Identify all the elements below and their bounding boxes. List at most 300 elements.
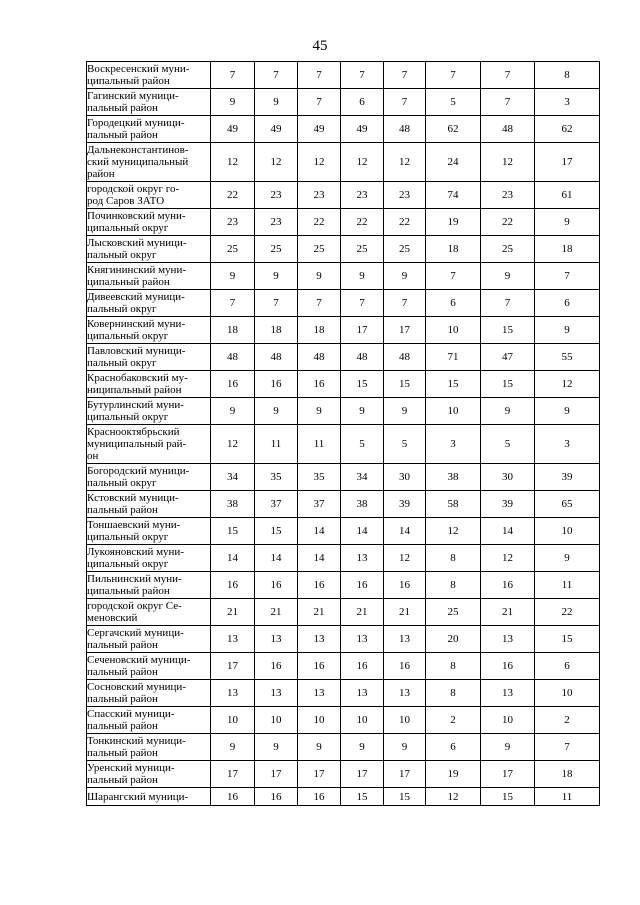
value-cell: 9	[535, 545, 600, 572]
value-cell: 16	[384, 653, 426, 680]
value-cell: 39	[481, 491, 535, 518]
row-name-line: пальный район	[87, 504, 158, 516]
table-row	[87, 599, 600, 626]
value-cell: 61	[535, 182, 600, 209]
value-cell: 10	[255, 707, 298, 734]
value-cell: 8	[426, 572, 481, 599]
value-cell: 13	[341, 626, 384, 653]
table-row	[87, 290, 600, 317]
value-cell: 11	[535, 572, 600, 599]
value-cell: 10	[481, 707, 535, 734]
value-cell: 13	[298, 626, 341, 653]
value-cell: 38	[426, 464, 481, 491]
value-cell: 7	[481, 89, 535, 116]
value-cell: 38	[341, 491, 384, 518]
table-row	[87, 89, 600, 116]
value-cell: 20	[426, 626, 481, 653]
row-name-cell	[87, 209, 211, 236]
value-cell: 12	[384, 143, 426, 182]
value-cell: 9	[211, 89, 255, 116]
row-name-line: ципальный округ	[87, 222, 169, 234]
value-cell: 9	[298, 734, 341, 761]
value-cell: 23	[255, 209, 298, 236]
value-cell: 10	[384, 707, 426, 734]
value-cell: 22	[298, 209, 341, 236]
value-cell: 17	[298, 761, 341, 788]
value-cell: 7	[211, 290, 255, 317]
value-cell: 23	[341, 182, 384, 209]
row-name-line: Богородский муници-	[87, 465, 190, 477]
row-name-line: Княгининский муни-	[87, 264, 186, 276]
value-cell: 25	[298, 236, 341, 263]
table-row	[87, 761, 600, 788]
value-cell: 14	[211, 545, 255, 572]
row-name-line: Краснобаковский му-	[87, 372, 188, 384]
value-cell: 9	[535, 317, 600, 344]
value-cell: 15	[211, 518, 255, 545]
row-name-line: Сергачский муници-	[87, 627, 184, 639]
value-cell: 9	[535, 209, 600, 236]
value-cell: 7	[341, 62, 384, 89]
value-cell: 10	[211, 707, 255, 734]
value-cell: 12	[481, 143, 535, 182]
value-cell: 13	[384, 680, 426, 707]
row-name-line: Дивеевский муници-	[87, 291, 185, 303]
value-cell: 16	[384, 572, 426, 599]
table-row	[87, 263, 600, 290]
row-name-line: пальный район	[87, 720, 158, 732]
value-cell: 10	[298, 707, 341, 734]
value-cell: 48	[384, 344, 426, 371]
value-cell: 17	[341, 317, 384, 344]
table-body	[87, 62, 600, 806]
value-cell: 12	[298, 143, 341, 182]
value-cell: 62	[535, 116, 600, 143]
row-name-line: пальный район	[87, 129, 158, 141]
table-row	[87, 626, 600, 653]
value-cell: 39	[535, 464, 600, 491]
value-cell: 38	[211, 491, 255, 518]
value-cell: 7	[481, 290, 535, 317]
row-name-cell	[87, 425, 211, 464]
row-name-line: пальный округ	[87, 249, 157, 261]
value-cell: 16	[255, 653, 298, 680]
value-cell: 17	[341, 761, 384, 788]
row-name-cell	[87, 653, 211, 680]
value-cell: 14	[481, 518, 535, 545]
row-name-cell	[87, 788, 211, 806]
value-cell: 21	[481, 599, 535, 626]
row-name-cell	[87, 707, 211, 734]
table-row	[87, 116, 600, 143]
value-cell: 16	[211, 572, 255, 599]
page-number: 45	[312, 38, 328, 54]
value-cell: 11	[298, 425, 341, 464]
row-name-line: ципальный округ	[87, 411, 169, 423]
value-cell: 23	[211, 209, 255, 236]
value-cell: 15	[481, 371, 535, 398]
value-cell: 55	[535, 344, 600, 371]
table-row	[87, 572, 600, 599]
value-cell: 5	[341, 425, 384, 464]
row-name-line: Тоншаевский муни-	[87, 519, 181, 531]
row-name-line: пальный район	[87, 693, 158, 705]
value-cell: 22	[535, 599, 600, 626]
table-row	[87, 788, 600, 806]
table-row	[87, 317, 600, 344]
value-cell: 30	[384, 464, 426, 491]
value-cell: 17	[211, 761, 255, 788]
row-name-cell	[87, 761, 211, 788]
value-cell: 10	[426, 398, 481, 425]
value-cell: 8	[535, 62, 600, 89]
value-cell: 5	[384, 425, 426, 464]
value-cell: 16	[211, 371, 255, 398]
value-cell: 15	[384, 371, 426, 398]
value-cell: 7	[255, 62, 298, 89]
row-name-line: пальный район	[87, 774, 158, 786]
value-cell: 21	[298, 599, 341, 626]
value-cell: 3	[535, 89, 600, 116]
value-cell: 21	[384, 599, 426, 626]
value-cell: 13	[211, 626, 255, 653]
value-cell: 5	[481, 425, 535, 464]
row-name-cell	[87, 89, 211, 116]
table-row	[87, 518, 600, 545]
value-cell: 12	[384, 545, 426, 572]
row-name-line: пальный район	[87, 747, 158, 759]
row-name-line: ский муниципальный	[87, 156, 189, 168]
row-name-cell	[87, 464, 211, 491]
value-cell: 14	[341, 518, 384, 545]
value-cell: 25	[341, 236, 384, 263]
value-cell: 7	[426, 62, 481, 89]
value-cell: 16	[255, 371, 298, 398]
row-name-line: ципальный район	[87, 276, 170, 288]
value-cell: 16	[298, 572, 341, 599]
value-cell: 9	[255, 263, 298, 290]
value-cell: 71	[426, 344, 481, 371]
row-name-cell	[87, 371, 211, 398]
value-cell: 49	[298, 116, 341, 143]
value-cell: 13	[341, 680, 384, 707]
value-cell: 48	[384, 116, 426, 143]
value-cell: 6	[426, 290, 481, 317]
value-cell: 9	[481, 398, 535, 425]
row-name-cell	[87, 398, 211, 425]
row-name-line: Гагинский муници-	[87, 90, 179, 102]
value-cell: 16	[481, 653, 535, 680]
value-cell: 14	[298, 518, 341, 545]
value-cell: 14	[298, 545, 341, 572]
row-name-line: пальный округ	[87, 357, 157, 369]
value-cell: 22	[384, 209, 426, 236]
table-row	[87, 545, 600, 572]
value-cell: 24	[426, 143, 481, 182]
value-cell: 49	[341, 116, 384, 143]
value-cell: 23	[384, 182, 426, 209]
value-cell: 9	[255, 734, 298, 761]
row-name-line: ципальный район	[87, 75, 170, 87]
row-name-line: Лукояновский муни-	[87, 546, 184, 558]
value-cell: 9	[481, 263, 535, 290]
value-cell: 9	[481, 734, 535, 761]
value-cell: 13	[255, 626, 298, 653]
value-cell: 9	[211, 263, 255, 290]
value-cell: 22	[211, 182, 255, 209]
value-cell: 21	[211, 599, 255, 626]
value-cell: 18	[255, 317, 298, 344]
value-cell: 10	[535, 518, 600, 545]
value-cell: 19	[426, 209, 481, 236]
row-name-line: Городецкий муници-	[87, 117, 185, 129]
value-cell: 25	[426, 599, 481, 626]
value-cell: 12	[255, 143, 298, 182]
row-name-line: Кстовский муници-	[87, 492, 179, 504]
row-name-line: Павловский муници-	[87, 345, 186, 357]
row-name-line: Сосновский муници-	[87, 681, 186, 693]
row-name-cell	[87, 491, 211, 518]
row-name-cell	[87, 62, 211, 89]
value-cell: 9	[341, 734, 384, 761]
value-cell: 15	[481, 788, 535, 806]
value-cell: 22	[481, 209, 535, 236]
value-cell: 16	[341, 572, 384, 599]
row-name-line: Дальнеконстантинов-	[87, 144, 189, 156]
row-name-line: Шарангский муници-	[87, 790, 189, 803]
table-row	[87, 236, 600, 263]
table-row	[87, 491, 600, 518]
row-name-line: пальный район	[87, 666, 158, 678]
value-cell: 48	[298, 344, 341, 371]
row-name-line: ципальный округ	[87, 330, 169, 342]
value-cell: 48	[341, 344, 384, 371]
value-cell: 12	[535, 371, 600, 398]
row-name-line: ципальный округ	[87, 558, 169, 570]
row-name-cell	[87, 599, 211, 626]
row-name-line: Сеченовский муници-	[87, 654, 191, 666]
value-cell: 12	[481, 545, 535, 572]
row-name-line: городской округ го-	[87, 183, 180, 195]
row-name-cell	[87, 116, 211, 143]
row-name-line: пальный район	[87, 639, 158, 651]
value-cell: 34	[211, 464, 255, 491]
value-cell: 21	[255, 599, 298, 626]
value-cell: 65	[535, 491, 600, 518]
row-name-cell	[87, 290, 211, 317]
value-cell: 17	[211, 653, 255, 680]
value-cell: 62	[426, 116, 481, 143]
row-name-line: ниципальный район	[87, 384, 182, 396]
value-cell: 12	[211, 143, 255, 182]
value-cell: 17	[481, 761, 535, 788]
table-row	[87, 182, 600, 209]
value-cell: 13	[298, 680, 341, 707]
row-name-cell	[87, 626, 211, 653]
value-cell: 15	[255, 518, 298, 545]
value-cell: 13	[211, 680, 255, 707]
value-cell: 16	[341, 653, 384, 680]
row-name-line: Воскресенский муни-	[87, 63, 190, 75]
value-cell: 7	[255, 290, 298, 317]
table-row	[87, 344, 600, 371]
value-cell: 17	[535, 143, 600, 182]
value-cell: 9	[535, 398, 600, 425]
row-name-cell	[87, 263, 211, 290]
table-row	[87, 371, 600, 398]
value-cell: 9	[211, 398, 255, 425]
row-name-cell	[87, 734, 211, 761]
value-cell: 10	[535, 680, 600, 707]
value-cell: 7	[384, 290, 426, 317]
row-name-line: Тонкинский муници-	[87, 735, 186, 747]
row-name-line: Пильнинский муни-	[87, 573, 182, 585]
value-cell: 16	[298, 653, 341, 680]
value-cell: 34	[341, 464, 384, 491]
table-row	[87, 62, 600, 89]
value-cell: 13	[481, 626, 535, 653]
value-cell: 25	[255, 236, 298, 263]
value-cell: 9	[211, 734, 255, 761]
value-cell: 15	[426, 371, 481, 398]
value-cell: 12	[211, 425, 255, 464]
value-cell: 13	[255, 680, 298, 707]
row-name-line: Краснооктябрьский	[87, 426, 180, 438]
value-cell: 6	[535, 290, 600, 317]
row-name-cell	[87, 236, 211, 263]
row-name-line: ципальный округ	[87, 531, 169, 543]
row-name-line: Уренский муници-	[87, 762, 175, 774]
value-cell: 9	[298, 398, 341, 425]
table-row	[87, 425, 600, 464]
row-name-cell	[87, 572, 211, 599]
value-cell: 7	[426, 263, 481, 290]
table-row	[87, 143, 600, 182]
row-name-cell	[87, 317, 211, 344]
value-cell: 7	[384, 62, 426, 89]
row-name-line: он	[87, 450, 99, 462]
value-cell: 22	[341, 209, 384, 236]
value-cell: 7	[298, 89, 341, 116]
value-cell: 47	[481, 344, 535, 371]
value-cell: 7	[481, 62, 535, 89]
value-cell: 15	[384, 788, 426, 806]
value-cell: 37	[255, 491, 298, 518]
value-cell: 35	[298, 464, 341, 491]
value-cell: 12	[426, 788, 481, 806]
table-row	[87, 398, 600, 425]
value-cell: 12	[426, 518, 481, 545]
value-cell: 15	[341, 371, 384, 398]
table-row	[87, 464, 600, 491]
value-cell: 9	[384, 263, 426, 290]
table-row	[87, 209, 600, 236]
table-row	[87, 680, 600, 707]
value-cell: 17	[384, 761, 426, 788]
row-name-line: пальный округ	[87, 303, 157, 315]
value-cell: 10	[341, 707, 384, 734]
row-name-line: Спасский муници-	[87, 708, 175, 720]
value-cell: 25	[481, 236, 535, 263]
value-cell: 48	[211, 344, 255, 371]
value-cell: 25	[211, 236, 255, 263]
row-name-line: Лысковский муници-	[87, 237, 187, 249]
row-name-line: пальный округ	[87, 477, 157, 489]
value-cell: 30	[481, 464, 535, 491]
value-cell: 15	[535, 626, 600, 653]
value-cell: 23	[255, 182, 298, 209]
value-cell: 74	[426, 182, 481, 209]
value-cell: 9	[341, 263, 384, 290]
value-cell: 37	[298, 491, 341, 518]
value-cell: 7	[535, 734, 600, 761]
value-cell: 7	[384, 89, 426, 116]
row-name-cell	[87, 545, 211, 572]
value-cell: 17	[255, 761, 298, 788]
value-cell: 18	[298, 317, 341, 344]
value-cell: 39	[384, 491, 426, 518]
row-name-cell	[87, 182, 211, 209]
row-name-line: род Саров ЗАТО	[87, 195, 165, 207]
value-cell: 49	[255, 116, 298, 143]
value-cell: 16	[298, 371, 341, 398]
value-cell: 6	[426, 734, 481, 761]
value-cell: 48	[481, 116, 535, 143]
value-cell: 5	[426, 89, 481, 116]
value-cell: 49	[211, 116, 255, 143]
value-cell: 16	[298, 788, 341, 806]
value-cell: 7	[211, 62, 255, 89]
row-name-cell	[87, 518, 211, 545]
value-cell: 18	[535, 236, 600, 263]
value-cell: 13	[384, 626, 426, 653]
value-cell: 23	[298, 182, 341, 209]
value-cell: 9	[298, 263, 341, 290]
value-cell: 18	[535, 761, 600, 788]
value-cell: 2	[426, 707, 481, 734]
value-cell: 7	[535, 263, 600, 290]
value-cell: 8	[426, 653, 481, 680]
table-row	[87, 707, 600, 734]
value-cell: 21	[341, 599, 384, 626]
value-cell: 18	[211, 317, 255, 344]
value-cell: 8	[426, 545, 481, 572]
value-cell: 3	[535, 425, 600, 464]
row-name-line: Ковернинский муни-	[87, 318, 186, 330]
value-cell: 9	[255, 398, 298, 425]
value-cell: 25	[384, 236, 426, 263]
value-cell: 9	[255, 89, 298, 116]
value-cell: 15	[341, 788, 384, 806]
value-cell: 16	[255, 572, 298, 599]
value-cell: 58	[426, 491, 481, 518]
value-cell: 9	[341, 398, 384, 425]
value-cell: 15	[481, 317, 535, 344]
value-cell: 48	[255, 344, 298, 371]
row-name-line: городской округ Се-	[87, 600, 182, 612]
row-name-cell	[87, 344, 211, 371]
table-row	[87, 734, 600, 761]
value-cell: 17	[384, 317, 426, 344]
value-cell: 16	[255, 788, 298, 806]
value-cell: 13	[341, 545, 384, 572]
value-cell: 35	[255, 464, 298, 491]
row-name-cell	[87, 680, 211, 707]
table-row	[87, 653, 600, 680]
value-cell: 10	[426, 317, 481, 344]
value-cell: 16	[211, 788, 255, 806]
value-cell: 12	[341, 143, 384, 182]
